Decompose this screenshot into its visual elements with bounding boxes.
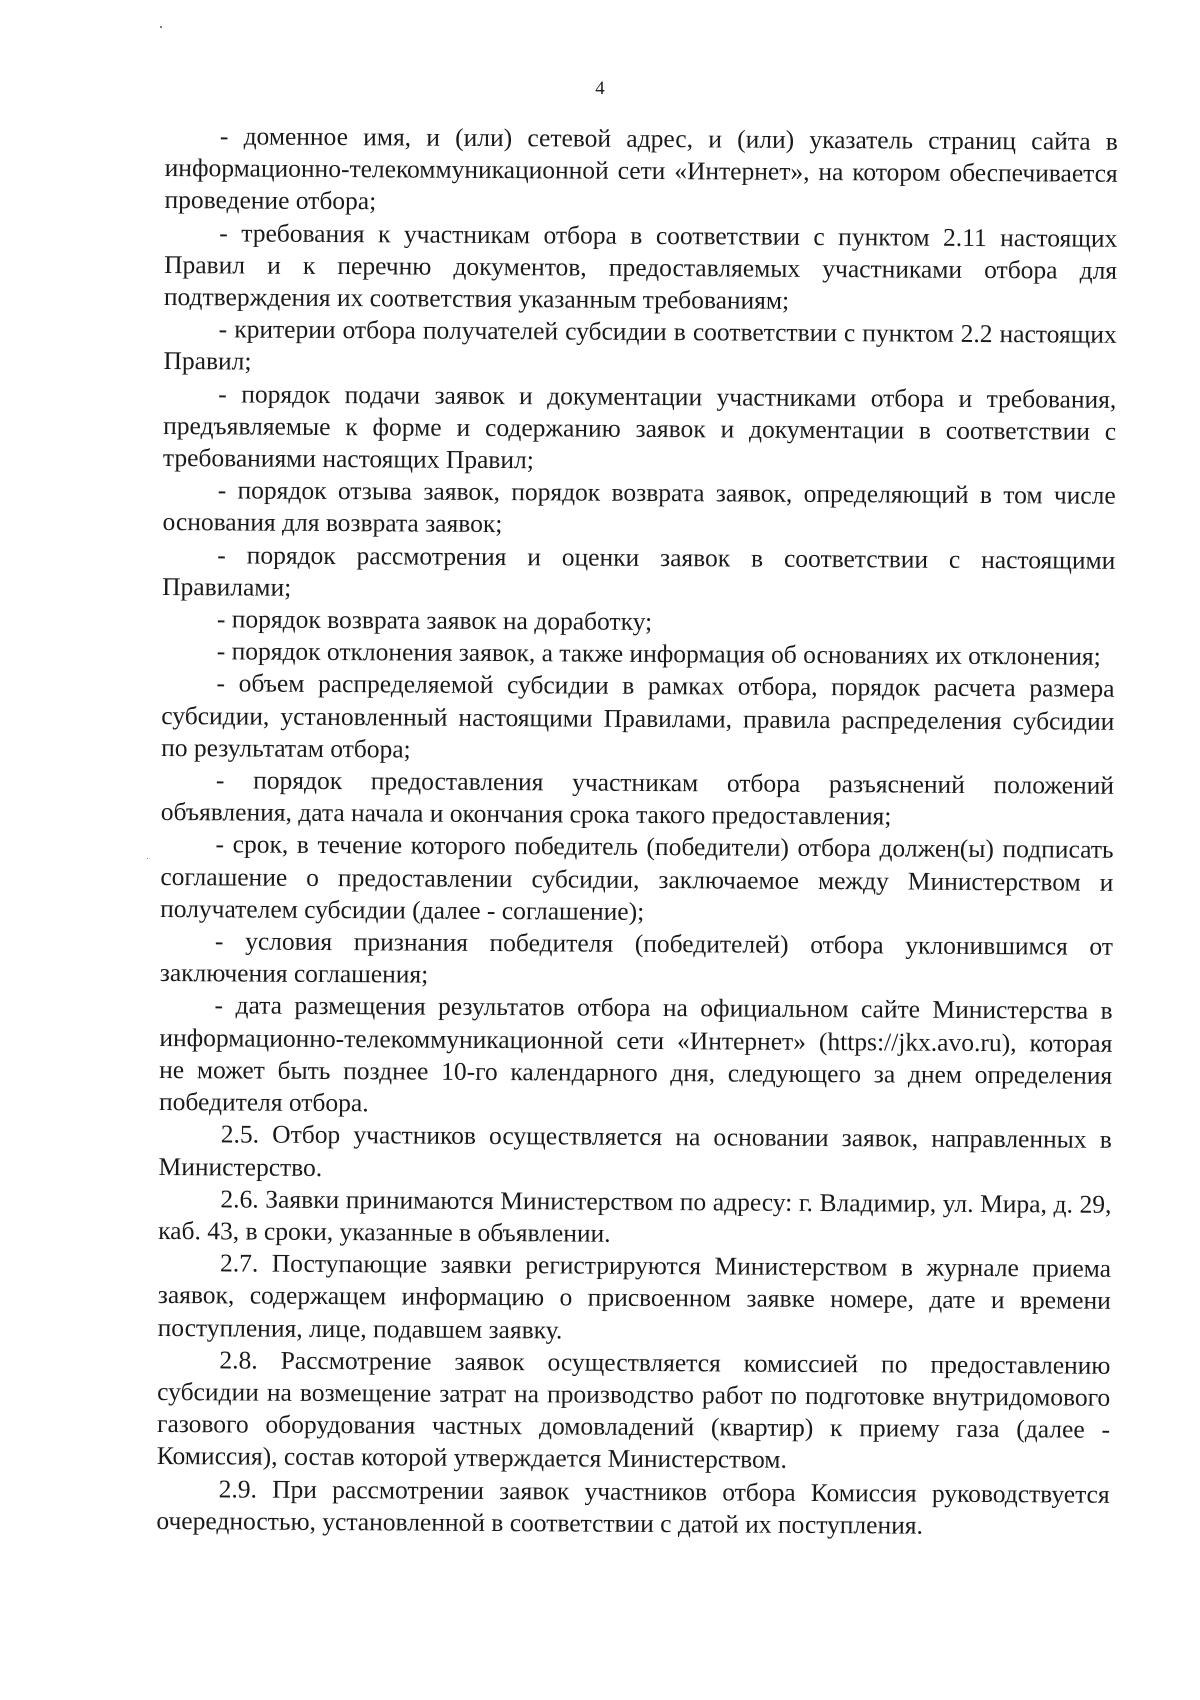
- page-number: 4: [595, 78, 605, 99]
- list-item-domain-name: - доменное имя, и (или) сетевой адрес, и (или) указатель страниц сайта в информационно-телекоммуникационной сети «Интернет», на котором обеспечивается проведение отбора;: [164, 121, 1118, 216]
- scan-speck: [160, 26, 162, 28]
- scan-speck: [147, 858, 148, 859]
- list-item-participant-requirements: - требования к участникам отбора в соответствии с пунктом 2.11 настоящих Правил и к перечню документов, предоставляемых участниками отбора для подтверждения их соответствия указанным требованиям;: [163, 217, 1118, 315]
- clause-2-5: 2.5. Отбор участников осуществляется на основании заявок, направленных в Министерство.: [158, 1119, 1112, 1182]
- list-item-results-publication: - дата размещения результатов отбора на официальном сайте Министерства в информационно-телекоммуникационной сети «Интернет» (https://jkx.avo.ru), которая не может быть позднее 10-го календарного дня, следующего за днем определения победителя отбора.: [158, 990, 1113, 1118]
- list-item-application-procedure: - порядок подачи заявок и документации участниками отбора и требования, предъявляемые к форме и содержанию заявок и документации в соответствии с требованиями настоящих Правил;: [162, 378, 1117, 475]
- clause-2-6: 2.6. Заявки принимаются Министерством по адресу: г. Владимир, ул. Мира, д. 29, каб. 43, в сроки, указанные в объявлении.: [158, 1184, 1112, 1248]
- list-item-review-procedure: - порядок рассмотрения и оценки заявок в соответствии с настоящими Правилами;: [162, 539, 1116, 602]
- list-item-evasion-conditions: - условия признания победителя (победителей) отбора уклонившимся от заключения соглашения;: [159, 926, 1114, 989]
- list-item-selection-criteria: - критерии отбора получателей субсидии в соответствии с пунктом 2.2 настоящих Правил;: [163, 314, 1117, 376]
- list-item-return-for-revision: - порядок возврата заявок на доработку;: [216, 604, 653, 637]
- document-body: [156, 120, 1118, 1543]
- clause-2-7: 2.7. Поступающие заявки регистрируются Министерством в журнале приема заявок, содержащем информацию о присвоенном заявке номере, дате и времени поступления, лице, подавшем заявку.: [157, 1248, 1112, 1344]
- list-item-agreement-deadline: - срок, в течение которого победитель (победители) отбора должен(ы) подписать соглашение о предоставлении субсидии, заключаемое между Министерством и получателем субсидии (далее - соглашение);: [160, 829, 1114, 926]
- list-item-subsidy-volume: - объем распределяемой субсидии в рамках отбора, порядок расчета размера субсидии, установленный настоящими Правилами, правила распределения субсидии по результатам отбора;: [161, 668, 1115, 764]
- clause-2-8: 2.8. Рассмотрение заявок осуществляется комиссией по предоставлению субсидии на возмещение затрат на производство работ по подготовке внутридомового газового оборудования частных домовладений (квартир) к приему газа (далее - Комиссия), состав которой утверждается Министерством.: [156, 1345, 1111, 1475]
- list-item-rejection-procedure: - порядок отклонения заявок, а также информация об основаниях их отклонения;: [216, 636, 1101, 671]
- list-item-withdrawal-procedure: - порядок отзыва заявок, порядок возврата заявок, определяющий в том числе основания для возврата заявок;: [162, 475, 1116, 539]
- clause-2-9: 2.9. При рассмотрении заявок участников отбора Комиссия руководствуется очередностью, установленной в соответствии с датой их поступления.: [156, 1473, 1110, 1540]
- list-item-clarifications: - порядок предоставления участникам отбора разъяснений положений объявления, дата начала и окончания срока такого предоставления;: [160, 765, 1115, 831]
